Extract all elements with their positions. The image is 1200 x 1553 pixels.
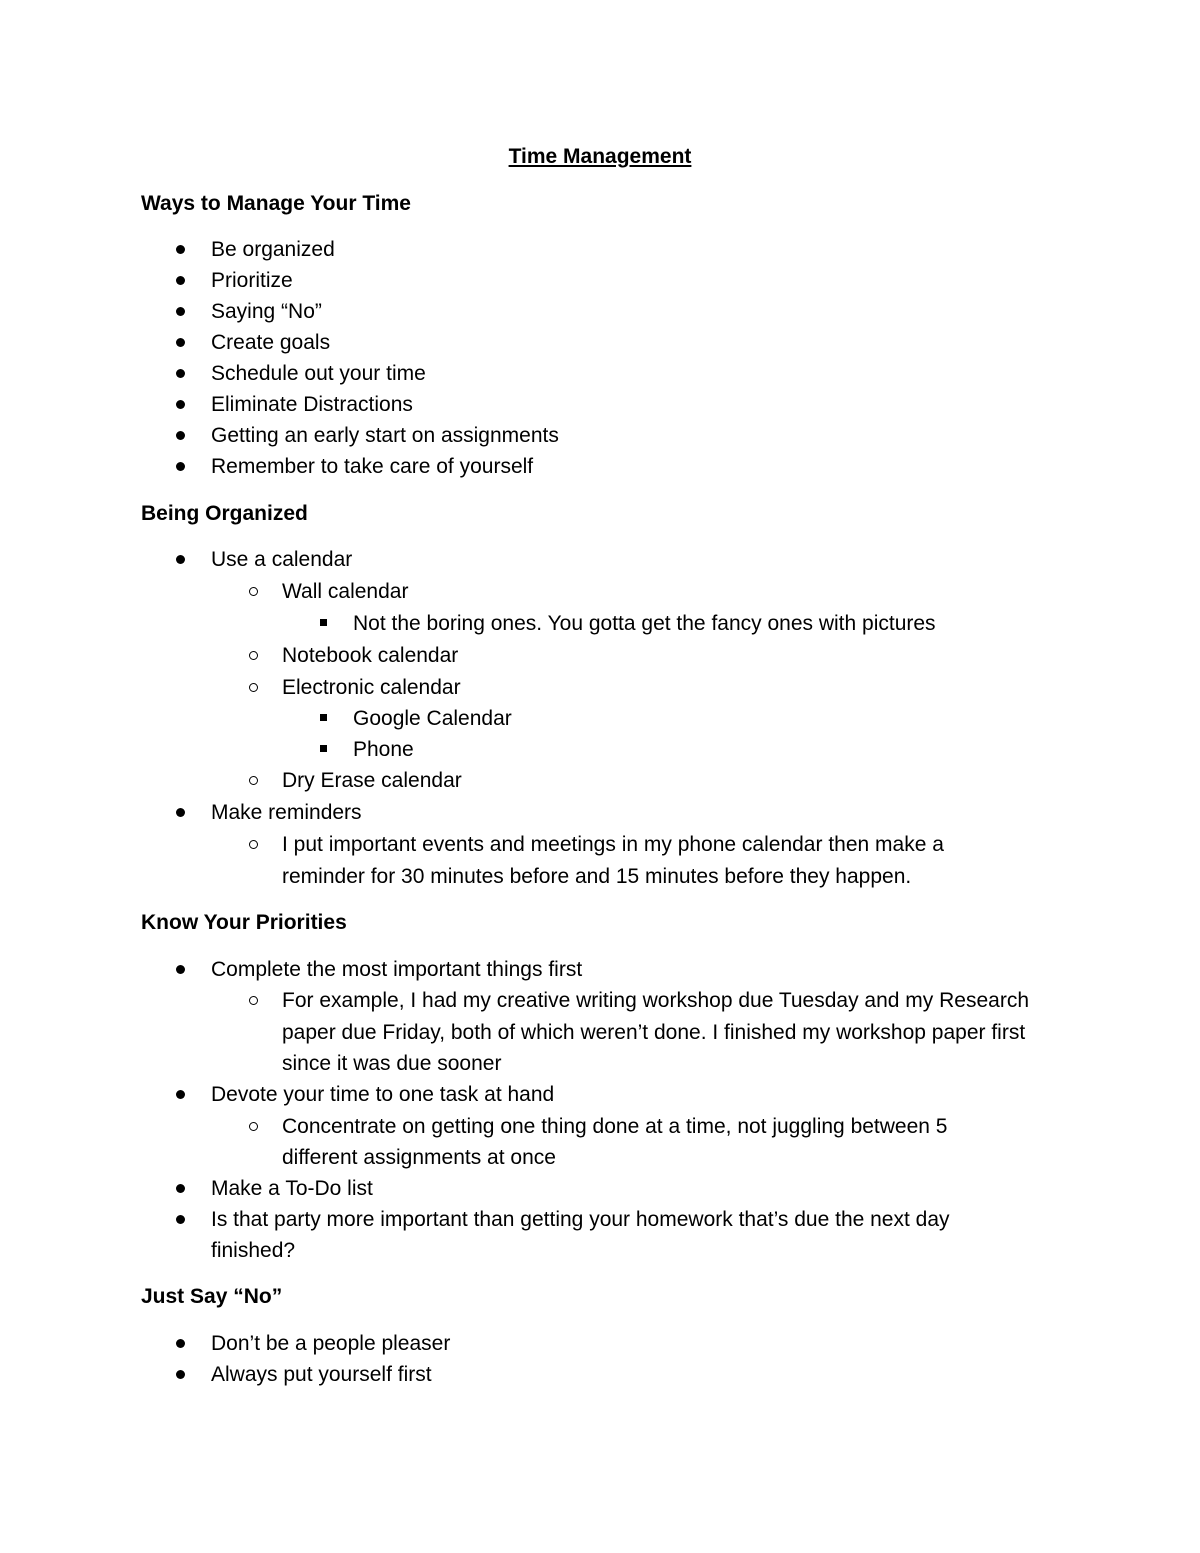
list-item: Use a calendar: [211, 548, 353, 571]
square-bullet-icon: [320, 714, 327, 721]
list-item-continuation: reminder for 30 minutes before and 15 minutes before they happen.: [282, 865, 912, 888]
square-bullet-icon: [320, 745, 327, 752]
bullet-icon: [176, 965, 185, 974]
list-item: Saying “No”: [211, 300, 322, 323]
list-item-continuation: paper due Friday, both of which weren’t done. I finished my workshop paper first: [282, 1021, 1026, 1044]
list-item: Make reminders: [211, 801, 362, 824]
square-bullet-icon: [320, 619, 327, 626]
bullet-icon: [176, 1339, 185, 1348]
circle-bullet-icon: [249, 776, 258, 785]
bullet-icon: [176, 276, 185, 285]
list-item: Concentrate on getting one thing done at a time, not juggling between 5: [282, 1115, 948, 1138]
bullet-icon: [176, 400, 185, 409]
list-item: Google Calendar: [353, 707, 512, 730]
bullet-icon: [176, 1184, 185, 1193]
bullet-icon: [176, 1370, 185, 1379]
circle-bullet-icon: [249, 996, 258, 1005]
list-item: Remember to take care of yourself: [211, 455, 534, 478]
bullet-icon: [176, 1090, 185, 1099]
list-item: Devote your time to one task at hand: [211, 1083, 555, 1106]
list-item: Notebook calendar: [282, 644, 459, 667]
list-item: Is that party more important than getting your homework that’s due the next day: [211, 1208, 950, 1231]
heading-ways-to-manage: Ways to Manage Your Time: [141, 192, 411, 215]
list-item: Dry Erase calendar: [282, 769, 462, 792]
list-item-continuation: different assignments at once: [282, 1146, 556, 1169]
list-item: Make a To-Do list: [211, 1177, 373, 1200]
list-item: Schedule out your time: [211, 362, 426, 385]
list-item: Always put yourself first: [211, 1363, 432, 1386]
list-item: Eliminate Distractions: [211, 393, 413, 416]
list-item-continuation: since it was due sooner: [282, 1052, 502, 1075]
bullet-icon: [176, 431, 185, 440]
list-item: For example, I had my creative writing workshop due Tuesday and my Research: [282, 989, 1030, 1012]
bullet-icon: [176, 369, 185, 378]
list-item: Not the boring ones. You gotta get the fancy ones with pictures: [353, 612, 936, 635]
document-title: Time Management: [508, 145, 692, 168]
heading-know-your-priorities: Know Your Priorities: [141, 911, 347, 934]
list-item: Be organized: [211, 238, 335, 261]
bullet-icon: [176, 245, 185, 254]
list-item: Phone: [353, 738, 414, 761]
bullet-icon: [176, 1215, 185, 1224]
bullet-icon: [176, 338, 185, 347]
list-item-continuation: finished?: [211, 1239, 296, 1262]
circle-bullet-icon: [249, 1122, 258, 1131]
circle-bullet-icon: [249, 651, 258, 660]
list-item: Getting an early start on assignments: [211, 424, 559, 447]
heading-just-say-no: Just Say “No”: [141, 1285, 283, 1308]
bullet-icon: [176, 808, 185, 817]
bullet-icon: [176, 307, 185, 316]
heading-being-organized: Being Organized: [141, 502, 308, 525]
list-item: Prioritize: [211, 269, 293, 292]
list-item: Wall calendar: [282, 580, 409, 603]
circle-bullet-icon: [249, 587, 258, 596]
list-item: Complete the most important things first: [211, 958, 583, 981]
list-item: Create goals: [211, 331, 331, 354]
circle-bullet-icon: [249, 840, 258, 849]
list-item: I put important events and meetings in my phone calendar then make a: [282, 833, 944, 856]
list-item: Electronic calendar: [282, 676, 461, 699]
bullet-icon: [176, 555, 185, 564]
list-item: Don’t be a people pleaser: [211, 1332, 451, 1355]
circle-bullet-icon: [249, 683, 258, 692]
bullet-icon: [176, 462, 185, 471]
